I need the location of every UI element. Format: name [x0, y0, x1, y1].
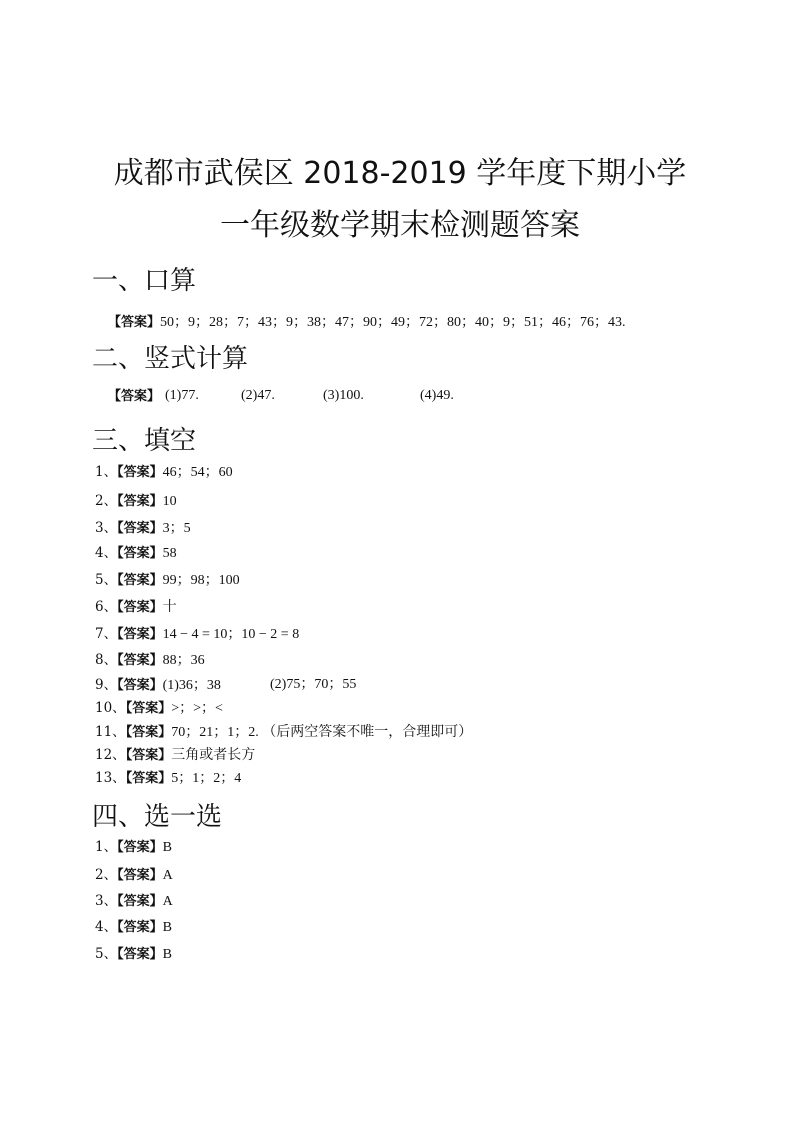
list-item: 3、【答案】A	[95, 893, 173, 909]
section2-part-2: (2)47.	[241, 388, 275, 403]
list-item: 3、【答案】3；5	[95, 520, 191, 536]
answer-tag: 【答案】	[125, 748, 172, 763]
answer-tag: 【答案】	[108, 315, 161, 330]
section2-part-3: (3)100.	[323, 388, 364, 403]
list-item: 5、【答案】B	[95, 946, 172, 962]
answer-tag: 【答案】	[125, 725, 172, 740]
list-item: 1、【答案】B	[95, 839, 172, 855]
list-item: 10、【答案】>；>；<	[95, 700, 223, 716]
list-item: 2、【答案】A	[95, 867, 173, 883]
section-heading-choose: 四、选一选	[92, 802, 223, 832]
answer-tag: 【答案】	[125, 771, 172, 786]
answer-tag: 【答案】	[117, 868, 163, 883]
list-item: 6、【答案】十	[95, 599, 177, 615]
answer-tag: 【答案】	[117, 546, 163, 561]
list-item: 4、【答案】58	[95, 545, 177, 561]
list-item: 13、【答案】5；1；2；4	[95, 770, 242, 786]
document-title-line-1: 成都市武侯区 2018-2019 学年度下期小学	[113, 156, 687, 191]
list-item: 1、【答案】46；54；60	[95, 464, 233, 480]
list-item: 11、【答案】70；21；1；2. （后两空答案不唯一，合理即可）	[95, 724, 473, 740]
section2-answer-row	[108, 387, 528, 405]
answer-tag: 【答案】	[125, 701, 172, 716]
answer-tag: 【答案】	[117, 627, 163, 642]
list-item: 9、【答案】(1)36；38 (2)75；70；55	[95, 677, 357, 693]
answer-tag: 【答案】	[117, 894, 163, 909]
list-item: 7、【答案】14 − 4 = 10；10 − 2 = 8	[95, 626, 300, 642]
section1-answer-row	[108, 313, 626, 332]
answer-tag: 【答案】	[108, 389, 161, 404]
section-heading-oral-calc: 一、口算	[92, 266, 197, 296]
section2-part-1: (1)77.	[165, 388, 199, 403]
answer-tag: 【答案】	[117, 521, 163, 536]
list-item: 2、【答案】10	[95, 493, 177, 509]
document-title-line-2: 一年级数学期末检测题答案	[220, 208, 580, 243]
answer-tag: 【答案】	[117, 920, 163, 935]
list-item: 8、【答案】88；36	[95, 652, 205, 668]
section-heading-fill-blank: 三、填空	[92, 426, 197, 456]
answer-tag: 【答案】	[117, 840, 163, 855]
list-item: 5、【答案】99；98；100	[95, 572, 240, 588]
answer-tag: 【答案】	[117, 600, 163, 615]
list-item: 12、【答案】三角或者长方	[95, 747, 256, 763]
section1-answer: 50；9；28；7；43；9；38；47；90；49；72；80；40；9；51；46；76；43.	[160, 315, 626, 330]
answer-tag: 【答案】	[117, 465, 163, 480]
answer-tag: 【答案】	[117, 947, 163, 962]
section2-part-4: (4)49.	[420, 388, 454, 403]
answer-tag: 【答案】	[117, 494, 163, 509]
answer-tag: 【答案】	[117, 653, 163, 668]
answer-tag: 【答案】	[117, 678, 163, 693]
answer-tag: 【答案】	[117, 573, 163, 588]
list-item: 4、【答案】B	[95, 919, 172, 935]
section-heading-vertical-calc: 二、竖式计算	[92, 344, 249, 374]
